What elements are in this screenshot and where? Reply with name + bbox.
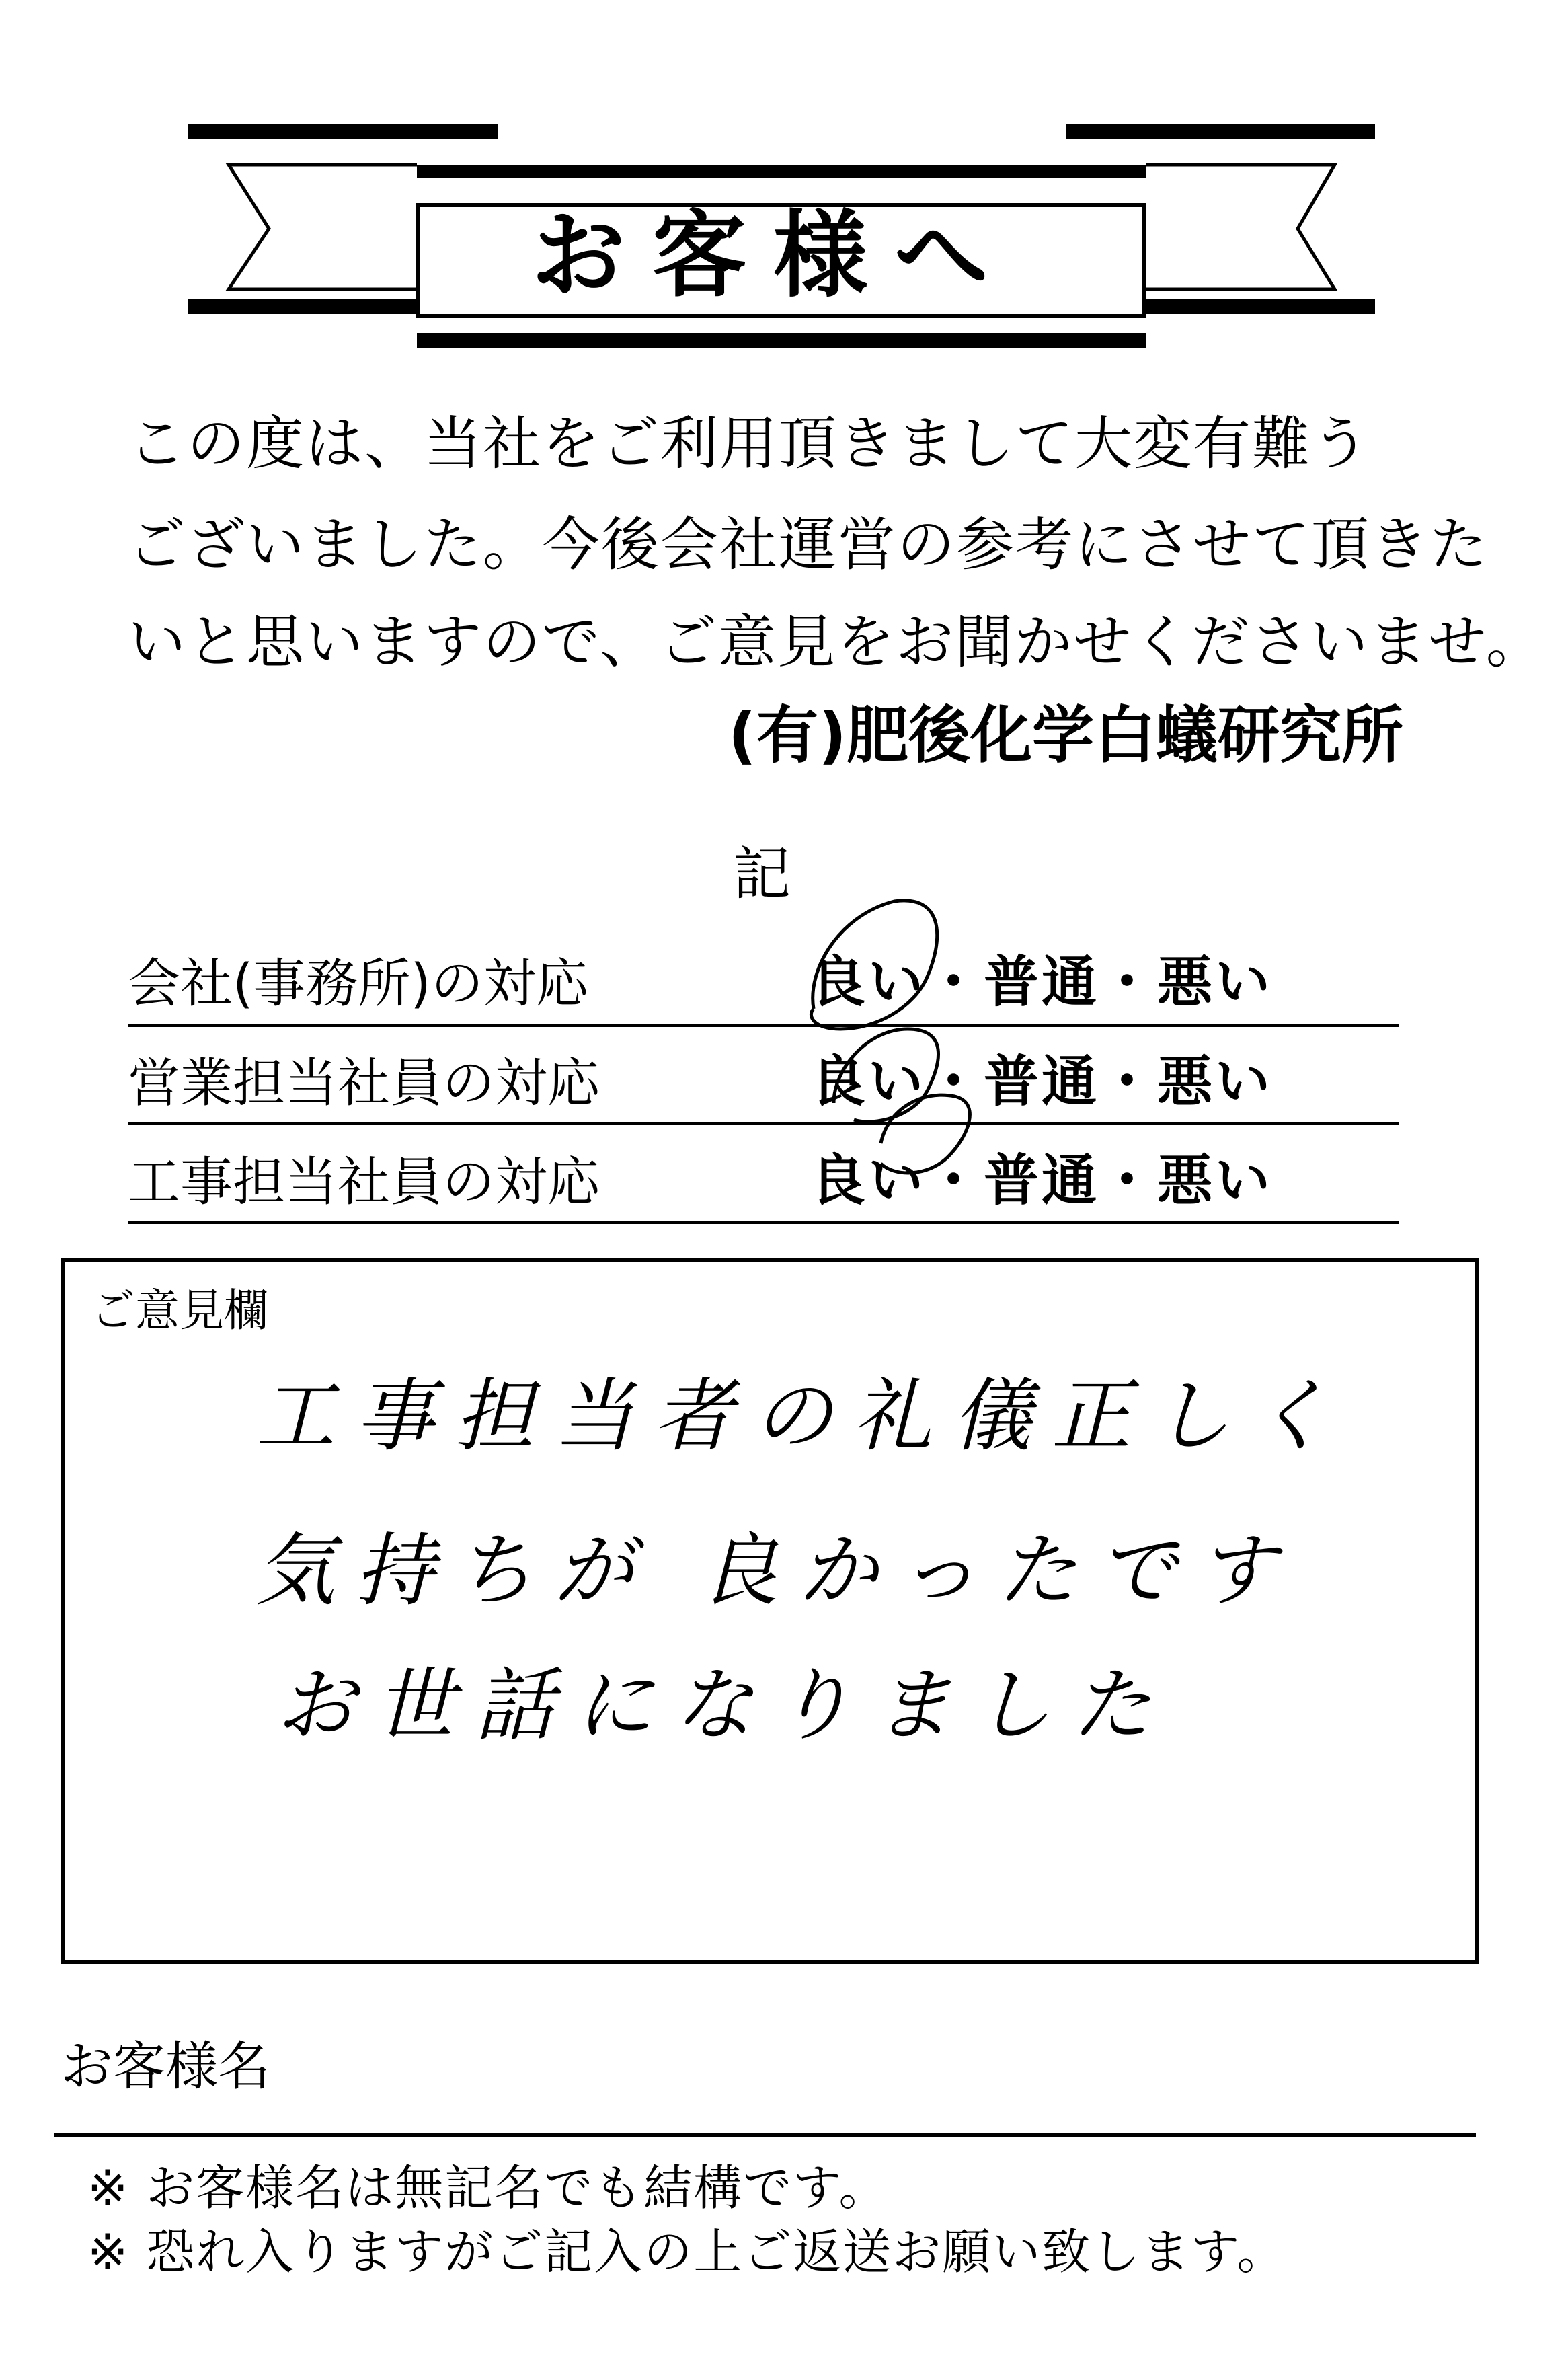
customer-name-field[interactable]	[54, 2133, 1476, 2137]
title-ribbon	[0, 0, 1568, 377]
rating-label-construction: 工事担当社員の対応	[128, 1152, 600, 1213]
selection-circles	[793, 874, 995, 1184]
handwritten-line-2: 気持ちが 良かったです	[256, 1524, 1296, 1617]
rating-options-company[interactable]: 良い・普通・悪い	[810, 950, 1273, 1014]
intro-line-3: いと思いますので、ご意見をお聞かせくださいませ。	[128, 609, 1545, 676]
rating-options-construction[interactable]: 良い・普通・悪い	[810, 1149, 1273, 1213]
handwritten-line-1: 工事担当者の礼儀正しく	[256, 1369, 1351, 1462]
note-2: ※ 恐れ入りますがご記入の上ご返送お願い致します。	[87, 2223, 1287, 2280]
page-title: お客様へ	[531, 200, 1015, 311]
rating-label-sales: 営業担当社員の対応	[128, 1053, 600, 1114]
note-1: ※ お客様名は無記名でも結構です。	[87, 2160, 889, 2216]
rating-divider	[128, 1122, 1399, 1125]
customer-name-label: お客様名	[61, 2037, 271, 2097]
handwritten-line-3: お世話になりました	[276, 1659, 1172, 1751]
rating-options-sales[interactable]: 良い・普通・悪い	[810, 1050, 1273, 1114]
rating-divider	[128, 1024, 1399, 1027]
rating-divider	[128, 1221, 1399, 1224]
company-name: (有)肥後化学白蟻研究所	[728, 699, 1403, 771]
opinion-label: ご意見欄	[91, 1285, 268, 1336]
rating-label-company: 会社(事務所)の対応	[128, 954, 588, 1014]
intro-line-2: ございました。今後会社運営の参考にさせて頂きた	[128, 511, 1489, 578]
ki-heading: 記	[733, 841, 791, 908]
intro-line-1: この度は、当社をご利用頂きまして大変有難う	[128, 410, 1370, 478]
